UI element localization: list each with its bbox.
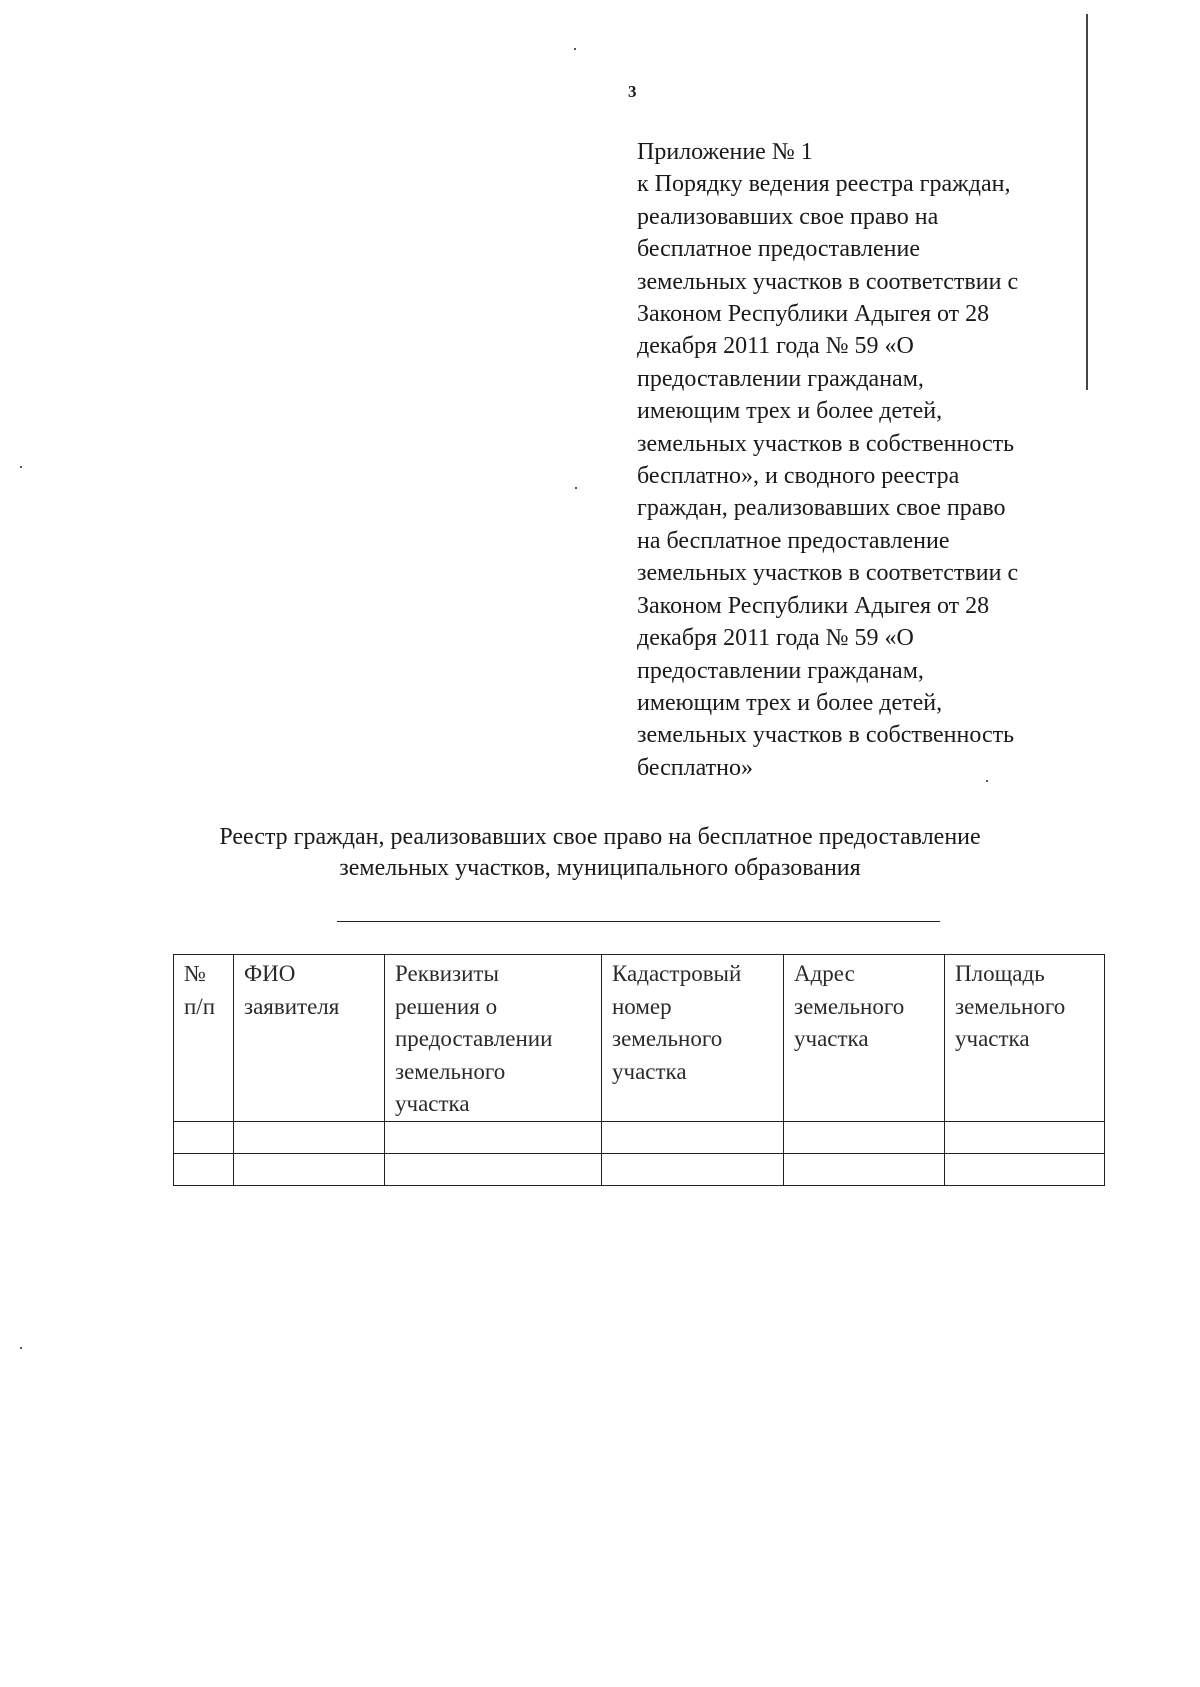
table-header-row	[174, 955, 1105, 1122]
municipality-blank-line	[337, 921, 940, 922]
title-line: Реестр граждан, реализовавших свое право на бесплатное предоставление	[219, 824, 981, 850]
appendix-line: реализовавших свое право на	[637, 203, 939, 230]
header-text: п/п	[184, 993, 216, 1019]
scan-artifact	[574, 48, 576, 50]
table-cell	[784, 1153, 945, 1185]
table-header-cell	[945, 955, 1105, 1122]
table-header-cell	[174, 955, 234, 1122]
appendix-line: граждан, реализовавших свое право	[637, 495, 1006, 522]
header-text: земельного	[612, 1026, 723, 1051]
table-cell	[385, 1121, 602, 1153]
scan-artifact	[986, 780, 988, 782]
header-text: участка	[955, 1026, 1030, 1051]
document-title	[150, 822, 1050, 884]
table-header-cell	[234, 955, 385, 1122]
scan-artifact	[1086, 14, 1088, 390]
appendix-line: бесплатно»	[637, 754, 753, 781]
table-row	[174, 1153, 1105, 1185]
table-cell	[234, 1153, 385, 1185]
table-header-cell	[602, 955, 784, 1122]
appendix-line: земельных участков в соответствии с	[637, 268, 1019, 295]
table-cell	[174, 1153, 234, 1185]
appendix-line: имеющим трех и более детей,	[637, 689, 943, 716]
scan-artifact	[20, 1347, 22, 1349]
page-number: 3	[628, 82, 637, 101]
appendix-line: предоставлении гражданам,	[637, 365, 924, 392]
table-cell	[945, 1121, 1105, 1153]
table-header-cell	[784, 955, 945, 1122]
appendix-line: бесплатное предоставление	[637, 236, 920, 263]
appendix-block	[637, 136, 1087, 784]
table-header-cell	[385, 955, 602, 1122]
appendix-line: Законом Республики Адыгея от 28	[637, 592, 990, 619]
table-cell	[945, 1153, 1105, 1185]
header-text: решения о	[395, 993, 498, 1019]
header-text: Реквизиты	[395, 961, 499, 986]
header-text: номер	[612, 993, 672, 1019]
appendix-line: к Порядку ведения реестра граждан,	[637, 171, 1011, 198]
appendix-line: имеющим трех и более детей,	[637, 398, 943, 425]
header-text: Кадастровый	[612, 961, 742, 986]
registry-table	[173, 954, 1105, 1186]
appendix-line: Законом Республики Адыгея от 28	[637, 301, 990, 328]
table-cell	[784, 1121, 945, 1153]
table-cell	[174, 1121, 234, 1153]
appendix-line: декабря 2011 года № 59 «О	[637, 625, 914, 652]
table-row	[174, 1121, 1105, 1153]
appendix-line: земельных участков в собственность	[637, 722, 1015, 749]
table-cell	[385, 1153, 602, 1185]
appendix-line: предоставлении гражданам,	[637, 657, 924, 684]
appendix-line: бесплатно», и сводного реестра	[637, 463, 960, 490]
header-text: №	[184, 961, 206, 986]
header-text: Площадь	[955, 961, 1045, 986]
appendix-line: на бесплатное предоставление	[637, 527, 950, 554]
appendix-line: декабря 2011 года № 59 «О	[637, 333, 914, 360]
header-text: земельного	[395, 1058, 506, 1084]
header-text: заявителя	[244, 993, 340, 1019]
header-text: предоставлении	[395, 1026, 553, 1051]
header-text: Адрес	[794, 961, 855, 986]
table-cell	[602, 1153, 784, 1185]
scan-artifact	[20, 466, 22, 468]
header-text: земельного	[955, 993, 1066, 1019]
title-line: земельных участков, муниципального образования	[339, 855, 861, 881]
header-text: участка	[612, 1058, 687, 1084]
scan-artifact	[575, 487, 577, 489]
appendix-line: земельных участков в собственность	[637, 430, 1015, 457]
header-text: земельного	[794, 993, 905, 1019]
appendix-line: земельных участков в соответствии с	[637, 560, 1019, 587]
header-text: участка	[794, 1026, 869, 1051]
header-text: участка	[395, 1091, 470, 1116]
appendix-line: Приложение № 1	[637, 139, 813, 165]
table-cell	[602, 1121, 784, 1153]
table-cell	[234, 1121, 385, 1153]
header-text: ФИО	[244, 961, 296, 986]
